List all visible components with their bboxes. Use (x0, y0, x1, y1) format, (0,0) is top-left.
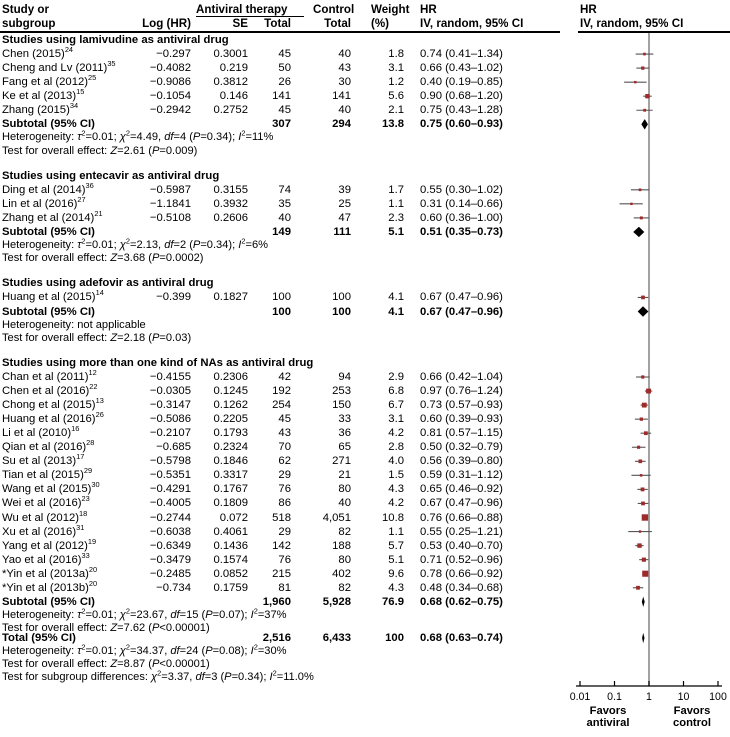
header-log-hr: Log (HR) (142, 17, 191, 30)
effect-size-marker (641, 502, 645, 506)
header-weight: Weight (371, 3, 410, 16)
study-se: 0.1809 (213, 497, 248, 510)
study-log-hr: −0.3479 (149, 553, 191, 566)
axis-caption-left-2: antiviral (586, 717, 630, 729)
study-log-hr: −0.4155 (149, 371, 191, 383)
study-weight: 5.7 (388, 539, 404, 552)
header-subgroup: subgroup (2, 17, 56, 30)
study-log-hr: −1.1841 (149, 197, 191, 210)
study-weight: 5.6 (388, 90, 404, 103)
study-se: 0.1767 (213, 483, 248, 496)
study-name: Tian et al $(2015)^{29}$ (2, 466, 93, 482)
effect-size-marker (641, 296, 645, 300)
header-hr-plot: HR (580, 3, 597, 16)
total-label: Total (95% CI) (2, 632, 76, 644)
effect-size-marker (641, 66, 644, 69)
study-name: Chong et al $(2015)^{13}$ (2, 396, 104, 412)
summary-diamond (641, 119, 648, 129)
study-weight: 5.1 (388, 553, 404, 566)
study-name: Qian et al $(2016)^{28}$ (2, 438, 95, 454)
study-total-antiviral: 215 (272, 567, 291, 580)
study-hr-ci: 0.73 (0.57–0.93) (420, 399, 503, 412)
subtotal-label: Subtotal (95% CI) (2, 118, 95, 131)
subtotal-total-control: 5,928 (322, 595, 351, 608)
group-title: Studies using more than one kind of NAs as antiviral drug (2, 356, 314, 369)
study-total-antiviral: 43 (278, 427, 291, 440)
study-hr-ci: 0.59 (0.31–1.12) (420, 469, 503, 482)
study-se: 0.2306 (213, 371, 248, 383)
total-subgroup-differences: Test for subgroup differences: $\chi^2=3.37$, df=3 (P=0.34); $I^2=11.0\%$ (2, 668, 314, 684)
study-hr-ci: 0.56 (0.39–0.80) (420, 455, 503, 468)
study-total-control: 47 (338, 211, 351, 224)
study-name: Wu et al $(2012)^{18}$ (2, 508, 88, 524)
effect-size-marker (642, 514, 648, 520)
study-weight: 2.1 (388, 104, 404, 117)
study-hr-ci: 0.67 (0.47–0.96) (420, 497, 503, 510)
effect-size-marker (640, 418, 643, 421)
study-log-hr: −0.734 (156, 581, 191, 594)
study-se: 0.2606 (213, 211, 248, 224)
summary-diamond (642, 633, 644, 643)
study-log-hr: −0.4082 (149, 62, 191, 75)
study-log-hr: −0.0305 (149, 385, 191, 398)
effect-size-marker (646, 389, 651, 394)
study-total-control: 188 (332, 539, 351, 552)
study-name: Li et al $(2010)^{16}$ (2, 424, 80, 440)
study-weight: 4.3 (388, 581, 404, 594)
study-log-hr: −0.2744 (149, 511, 191, 524)
axis-tick-label: 0.01 (569, 691, 591, 703)
total-heterogeneity: Heterogeneity: $\tau^2=0.01$; $\chi^2=34.37$, df=24 (P=0.08); $I^2=30\%$ (2, 642, 287, 658)
study-hr-ci: 0.90 (0.68–1.20) (420, 90, 503, 103)
study-hr-ci: 0.66 (0.43–1.02) (420, 62, 503, 75)
study-total-antiviral: 45 (278, 413, 291, 426)
study-weight: 4.3 (388, 483, 404, 496)
study-weight: 2.3 (388, 211, 404, 224)
study-total-antiviral: 254 (272, 399, 291, 412)
subtotal-weight: 5.1 (388, 225, 404, 238)
study-name: *Yin et al $(2013b)^{20}$ (2, 578, 98, 594)
study-name: Zhang $(2015)^{34}$ (2, 101, 79, 117)
study-weight: 1.2 (388, 76, 404, 89)
study-log-hr: −0.399 (156, 291, 191, 304)
study-name: Yang et al $(2012)^{19}$ (2, 536, 97, 552)
study-log-hr: −0.685 (156, 441, 191, 454)
effect-size-marker (642, 558, 646, 562)
subtotal-label: Subtotal (95% CI) (2, 225, 95, 238)
study-total-antiviral: 35 (278, 197, 291, 210)
study-weight: 2.8 (388, 441, 404, 454)
subtotal-overall-effect: Test for overall effect: Z=7.62 (P<0.00001) (2, 622, 210, 635)
axis-tick-label: 1 (646, 691, 652, 703)
study-total-control: 253 (332, 385, 351, 398)
subtotal-heterogeneity: Heterogeneity: $\tau^2=0.01$; $\chi^2=2.13$, df=2 (P=0.34); $I^2=6\%$ (2, 236, 268, 251)
study-hr-ci: 0.78 (0.66–0.92) (420, 567, 503, 580)
header-hr-ci: IV, random, 95% CI (420, 17, 524, 30)
study-name: Huang et al $(2016)^{26}$ (2, 410, 104, 426)
study-hr-ci: 0.67 (0.47–0.96) (420, 291, 503, 304)
effect-size-marker (637, 446, 640, 449)
header-hr: HR (420, 3, 437, 16)
header-total-antiviral: Total (264, 17, 291, 30)
study-log-hr: −0.2107 (149, 427, 191, 440)
study-name: Wei et al $(2016)^{23}$ (2, 494, 90, 510)
study-log-hr: −0.1054 (149, 90, 191, 103)
study-total-control: 30 (338, 76, 351, 89)
study-log-hr: −0.2942 (149, 104, 191, 117)
study-total-control: 94 (338, 371, 351, 383)
subtotal-total-antiviral: 100 (272, 305, 291, 318)
study-total-control: 21 (338, 469, 351, 482)
study-hr-ci: 0.71 (0.52–0.96) (420, 553, 503, 566)
study-name: *Yin et al $(2013a)^{20}$ (2, 564, 98, 580)
study-hr-ci: 0.40 (0.19–0.85) (420, 76, 503, 89)
header-hr-plot-ci: IV, random, 95% CI (580, 17, 684, 30)
group-title: Studies using lamivudine as antiviral drug (2, 34, 229, 46)
study-total-control: 36 (338, 427, 351, 440)
study-se: 0.1759 (213, 581, 248, 594)
study-total-control: 271 (332, 455, 351, 468)
study-total-control: 100 (332, 291, 351, 304)
study-total-antiviral: 45 (278, 48, 291, 61)
study-hr-ci: 0.65 (0.46–0.92) (420, 483, 503, 496)
study-hr-ci: 0.74 (0.41–1.34) (420, 48, 503, 61)
study-total-control: 40 (338, 104, 351, 117)
study-total-control: 150 (332, 399, 351, 412)
study-se: 0.4061 (213, 525, 248, 538)
study-name: Wang et al $(2015)^{30}$ (2, 480, 100, 496)
study-se: 0.219 (219, 62, 248, 75)
study-se: 0.1846 (213, 455, 248, 468)
study-total-control: 25 (338, 197, 351, 210)
study-hr-ci: 0.75 (0.43–1.28) (420, 104, 503, 117)
subtotal-heterogeneity: Heterogeneity: not applicable (2, 318, 146, 331)
study-se: 0.1436 (213, 539, 248, 552)
effect-size-marker (637, 543, 641, 547)
header-study: Study or (2, 3, 50, 16)
effect-size-marker (636, 586, 640, 590)
study-log-hr: −0.4005 (149, 497, 191, 510)
study-name: Ke et al $(2013)^{15}$ (2, 87, 85, 103)
subtotal-label: Subtotal (95% CI) (2, 305, 95, 318)
subtotal-hr-ci: 0.51 (0.35–0.73) (420, 225, 503, 238)
effect-size-marker (642, 571, 648, 577)
subtotal-heterogeneity: Heterogeneity: $\tau^2=0.01$; $\chi^2=4.49$, df=4 (P=0.34); $I^2=11\%$ (2, 128, 274, 144)
effect-size-marker (645, 94, 649, 98)
study-name: Lin et al $(2016)^{27}$ (2, 195, 86, 210)
axis-tick-label: 0.1 (607, 691, 622, 703)
study-log-hr: −0.5086 (149, 413, 191, 426)
total-overall-effect: Test for overall effect: Z=8.87 (P<0.00001) (2, 658, 210, 671)
effect-size-marker (640, 216, 643, 219)
study-total-antiviral: 76 (278, 553, 291, 566)
summary-diamond (642, 597, 645, 607)
group-title: Studies using adefovir as antiviral drug (2, 277, 214, 290)
study-log-hr: −0.4291 (149, 483, 191, 496)
study-hr-ci: 0.76 (0.66–0.88) (420, 511, 503, 524)
study-total-antiviral: 76 (278, 483, 291, 496)
group-title: Studies using entecavir as antiviral drug (2, 169, 220, 182)
subtotal-weight: 4.1 (388, 305, 404, 318)
subtotal-hr-ci: 0.68 (0.62–0.75) (420, 595, 503, 608)
effect-size-marker (630, 203, 632, 205)
study-name: Chan et al $(2011)^{12}$ (2, 368, 97, 383)
effect-size-marker (641, 488, 645, 492)
subtotal-heterogeneity: Heterogeneity: $\tau^2=0.01$; $\chi^2=23.67$, df=15 (P=0.07); $I^2=37\%$ (2, 606, 287, 621)
total-hr-ci: 0.68 (0.63–0.74) (420, 632, 503, 644)
study-weight: 1.1 (388, 197, 404, 210)
study-total-control: 43 (338, 62, 351, 75)
study-total-control: 33 (338, 413, 351, 426)
study-name: Ding et al $(2014)^{36}$ (2, 181, 94, 196)
study-total-antiviral: 26 (278, 76, 291, 89)
study-se: 0.3001 (213, 48, 248, 61)
subtotal-overall-effect: Test for overall effect: Z=3.68 (P=0.0002) (2, 252, 204, 265)
effect-size-marker (641, 375, 644, 378)
study-name: Chen $(2015)^{24}$ (2, 45, 74, 61)
study-log-hr: −0.6038 (149, 525, 191, 538)
study-weight: 9.6 (388, 567, 404, 580)
study-weight: 4.0 (388, 455, 404, 468)
study-weight: 1.5 (388, 469, 404, 482)
summary-diamond (633, 227, 644, 237)
header-se: SE (232, 17, 248, 30)
study-log-hr: −0.297 (156, 48, 191, 61)
study-name: Yao et al $(2016)^{33}$ (2, 550, 90, 566)
study-hr-ci: 0.66 (0.42–1.04) (420, 371, 503, 383)
study-total-antiviral: 42 (278, 371, 291, 383)
study-hr-ci: 0.48 (0.34–0.68) (420, 581, 503, 594)
study-total-antiviral: 50 (278, 62, 291, 75)
study-name: Chen et al $(2016)^{22}$ (2, 382, 98, 398)
study-se: 0.0852 (213, 567, 248, 580)
study-total-antiviral: 81 (278, 581, 291, 594)
study-name: Fang et al $(2012)^{25}$ (2, 73, 97, 89)
study-se: 0.3932 (213, 197, 248, 210)
header-antiviral-therapy: Antiviral therapy (196, 3, 288, 16)
total-antiviral: 2,516 (262, 632, 291, 644)
study-se: 0.2205 (213, 413, 248, 426)
effect-size-marker (642, 403, 647, 408)
study-total-control: 402 (332, 567, 351, 580)
study-log-hr: −0.6349 (149, 539, 191, 552)
study-total-control: 80 (338, 553, 351, 566)
study-total-antiviral: 518 (272, 511, 291, 524)
study-se: 0.072 (219, 511, 248, 524)
study-hr-ci: 0.60 (0.39–0.93) (420, 413, 503, 426)
total-control: 6,433 (322, 632, 351, 644)
study-name: Su et al $(2013)^{17}$ (2, 452, 85, 468)
axis-caption-right-1: Favors (673, 705, 711, 717)
study-log-hr: −0.9086 (149, 76, 191, 89)
study-se: 0.1245 (213, 385, 248, 398)
effect-size-marker (634, 81, 636, 83)
study-log-hr: −0.2485 (149, 567, 191, 580)
subtotal-hr-ci: 0.75 (0.60–0.93) (420, 118, 503, 131)
effect-size-marker (640, 474, 643, 477)
study-name: Xu et al $(2016)^{31}$ (2, 522, 85, 538)
study-total-control: 65 (338, 441, 351, 454)
study-se: 0.1827 (213, 291, 248, 304)
study-se: 0.3812 (213, 76, 248, 89)
study-weight: 3.1 (388, 413, 404, 426)
study-name: Zhang et al $(2014)^{21}$ (2, 209, 103, 224)
study-total-control: 4,051 (322, 511, 351, 524)
study-weight: 10.8 (382, 511, 404, 524)
study-hr-ci: 0.55 (0.30–1.02) (420, 183, 503, 196)
effect-size-marker (639, 188, 642, 191)
study-weight: 1.1 (388, 525, 404, 538)
subtotal-total-control: 111 (333, 225, 351, 238)
study-total-antiviral: 29 (278, 469, 291, 482)
header-control: Control (313, 3, 355, 16)
summary-diamond (638, 306, 649, 316)
study-total-antiviral: 29 (278, 525, 291, 538)
study-hr-ci: 0.81 (0.57–1.15) (420, 427, 503, 440)
study-se: 0.3317 (213, 469, 248, 482)
study-total-antiviral: 40 (278, 211, 291, 224)
study-log-hr: −0.5987 (149, 183, 191, 196)
subtotal-overall-effect: Test for overall effect: Z=2.18 (P=0.03) (2, 331, 192, 344)
study-weight: 4.2 (388, 427, 404, 440)
total-weight: 100 (385, 632, 404, 644)
subtotal-weight: 13.8 (382, 118, 404, 131)
study-weight: 3.1 (388, 62, 404, 75)
header-total-control: Total (324, 17, 351, 30)
study-total-antiviral: 70 (278, 441, 291, 454)
subtotal-total-control: 294 (332, 118, 351, 131)
study-total-control: 40 (338, 48, 351, 61)
subtotal-hr-ci: 0.67 (0.47–0.96) (420, 305, 503, 318)
subtotal-overall-effect: Test for overall effect: Z=2.61 (P=0.009) (2, 144, 198, 157)
axis-tick-label: 10 (677, 691, 690, 703)
study-se: 0.146 (219, 90, 248, 103)
effect-size-marker (643, 53, 646, 56)
study-log-hr: −0.5798 (149, 455, 191, 468)
subtotal-total-antiviral: 1,960 (262, 595, 291, 608)
study-se: 0.1793 (213, 427, 248, 440)
study-total-control: 40 (338, 497, 351, 510)
study-total-control: 82 (338, 525, 351, 538)
effect-size-marker (639, 530, 641, 532)
study-total-antiviral: 141 (272, 90, 291, 103)
study-total-control: 80 (338, 483, 351, 496)
study-log-hr: −0.5351 (149, 469, 191, 482)
study-hr-ci: 0.97 (0.76–1.24) (420, 385, 503, 398)
study-se: 0.2324 (213, 441, 248, 454)
study-hr-ci: 0.55 (0.25–1.21) (420, 525, 503, 538)
study-total-antiviral: 100 (272, 291, 291, 304)
study-weight: 1.7 (388, 183, 404, 196)
axis-caption-left-1: Favors (589, 705, 627, 717)
study-weight: 2.9 (388, 371, 404, 383)
study-weight: 6.8 (388, 385, 404, 398)
axis-tick-label: 100 (709, 691, 727, 703)
study-hr-ci: 0.60 (0.36–1.00) (420, 211, 503, 224)
study-weight: 6.7 (388, 399, 404, 412)
study-total-antiviral: 142 (272, 539, 291, 552)
study-hr-ci: 0.31 (0.14–0.66) (420, 197, 503, 210)
study-total-antiviral: 45 (278, 104, 291, 117)
subtotal-total-antiviral: 307 (272, 118, 291, 131)
study-total-control: 141 (332, 90, 351, 103)
study-total-antiviral: 86 (278, 497, 291, 510)
study-hr-ci: 0.50 (0.32–0.79) (420, 441, 503, 454)
study-total-antiviral: 62 (278, 455, 291, 468)
study-name: Cheng and Lv $(2011)^{35}$ (2, 59, 116, 75)
study-log-hr: −0.3147 (149, 399, 191, 412)
study-weight: 4.2 (388, 497, 404, 510)
study-se: 0.1574 (213, 553, 248, 566)
subtotal-total-control: 100 (332, 305, 351, 318)
header-weight-pct: (%) (371, 17, 390, 30)
study-total-antiviral: 74 (278, 183, 291, 196)
study-total-control: 39 (338, 183, 351, 196)
study-hr-ci: 0.53 (0.40–0.70) (420, 539, 503, 552)
study-total-antiviral: 192 (272, 385, 291, 398)
effect-size-marker (643, 109, 646, 112)
study-total-control: 82 (338, 581, 351, 594)
effect-size-marker (638, 459, 642, 463)
subtotal-total-antiviral: 149 (272, 225, 291, 238)
study-se: 0.2752 (213, 104, 248, 117)
study-se: 0.1262 (213, 399, 248, 412)
axis-caption-right-2: control (673, 717, 711, 729)
study-weight: 1.8 (388, 48, 404, 61)
subtotal-label: Subtotal (95% CI) (2, 595, 95, 608)
study-weight: 4.1 (388, 291, 404, 304)
study-se: 0.3155 (213, 183, 248, 196)
subtotal-weight: 76.9 (382, 595, 404, 608)
study-name: Huang et al $(2015)^{14}$ (2, 288, 104, 304)
study-log-hr: −0.5108 (149, 211, 191, 224)
effect-size-marker (644, 431, 648, 435)
